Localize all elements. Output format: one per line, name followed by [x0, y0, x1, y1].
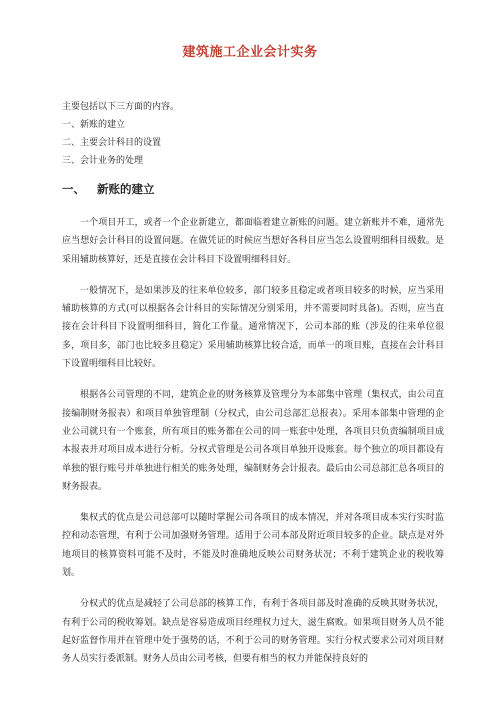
section-heading	[62, 181, 155, 197]
intro-line: 二、主要会计科目的设置	[62, 138, 162, 148]
paragraph: 根据各公司管理的不同，建筑企业的财务核算及管理分为本部集中管理（集权式，由公司直接编制财务报表）和项目单独管理制（分权式，由公司总部汇总报表）。采用本部集中管理的企业公司就只有一个账套，所有项目的账务都在公司的同一账套中处理，各项目只负责编制项目成本报表并对项目成本进行分析。分权式管理是公司各项目单独开设账套。每个独立的项目都设有单独的银行账号并单独进行相关的账务处理，编制财务会计报表。最后由公司总部汇总各项目的财务报表。	[62, 390, 444, 492]
paragraph: 集权式的优点是公司总部可以随时掌握公司各项目的成本情况，并对各项目成本实行实时监控和动态管理，有利于公司加强财务管理。适用于公司本部及附近项目较多的企业。缺点是对外地项目的核算资料可能不及时，不能及时准确地反映公司财务状况；不利于建筑企业的税收筹划。	[62, 513, 444, 579]
document-title: 建筑施工企业会计实务	[182, 45, 318, 60]
section-title: 新账的建立	[97, 182, 155, 196]
document-body	[62, 214, 444, 682]
paragraph: 分权式的优点是减轻了公司总部的核算工作，有利于各项目部及时准确的反映其财务状况，有利于公司的税收筹划。缺点是容易造成项目经理权力过大，滋生腐败。如果项目财务人员不能起好监督作用并在管理中处于强势的话，不利于公司的财务管理。实行分权式要求公司对项目财务人员实行委派制。财务人员由公司考核，但要有相当的权力并能保持良好的	[62, 599, 444, 665]
paragraph: 一般情况下，是如果涉及的往来单位较多，部门较多且稳定或者项目较多的时候，应当采用辅助核算的方式(可以根据各会计科目的实际情况分别采用，并不需要同时具备)。否则，应当直接在会计科目下设置明细科目，简化工作量。通常情况下，公司本部的账（涉及的往来单位很多，项目多，部门也比较多且稳定）采用辅助核算比较合适，而单一的项目账，直接在会计科目下设置明细科目比较好。	[62, 285, 444, 370]
intro-line: 三、会计业务的处理	[62, 156, 144, 166]
intro-line: 主要包括以下三方面的内容。	[62, 102, 180, 112]
paragraph: 一个项目开工，或者一个企业新建立，都面临着建立新账的问题。建立新账并不难，通常先应当想好会计科目的设置问题。在做凭证的时候应当想好各科目应当怎么设置明细科目级数。是采用辅助核算好，还是直接在会计科目下设置明细科目好。	[62, 218, 444, 265]
intro-line: 一、新账的建立	[62, 120, 126, 130]
intro-list	[62, 98, 462, 170]
section-number: 一、	[62, 182, 85, 196]
